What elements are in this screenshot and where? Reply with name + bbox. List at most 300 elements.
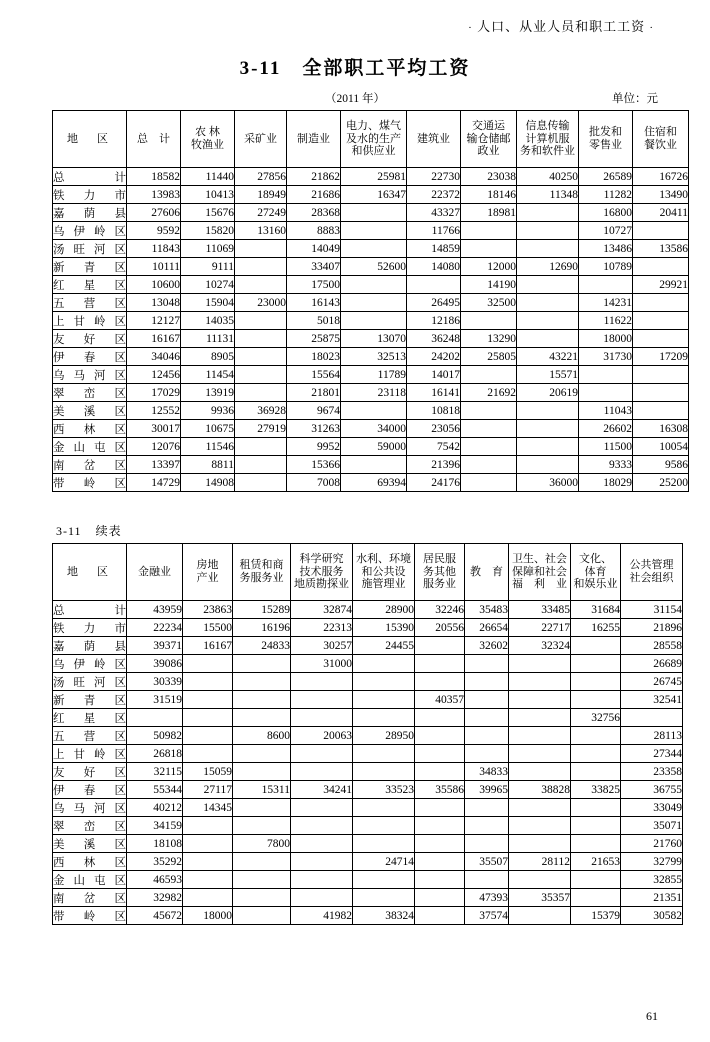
cell-value: 25875 — [287, 330, 341, 348]
cell-value: 15311 — [233, 781, 291, 799]
table-row — [53, 456, 689, 474]
cell-value: 39371 — [127, 637, 183, 655]
cell-value: 11622 — [579, 312, 633, 330]
cell-value: 12186 — [407, 312, 461, 330]
table-row — [53, 366, 689, 384]
cell-value: 15571 — [517, 366, 579, 384]
table-row — [53, 402, 689, 420]
cell-value: 36248 — [407, 330, 461, 348]
cell-value: 12076 — [127, 438, 181, 456]
cell-value: 16196 — [233, 619, 291, 637]
cell-value: 55344 — [127, 781, 183, 799]
cell-value: 21896 — [621, 619, 683, 637]
cell-value: 24455 — [353, 637, 415, 655]
table-row — [53, 799, 683, 817]
cell-value: 69394 — [341, 474, 407, 492]
cell-value: 31519 — [127, 691, 183, 709]
table-row — [53, 222, 689, 240]
cell-value — [461, 366, 517, 384]
cell-value: 36755 — [621, 781, 683, 799]
column-header-8: 卫生、社会 保障和社会 福 利 业 — [509, 544, 571, 601]
cell-value — [571, 745, 621, 763]
cell-value — [517, 330, 579, 348]
cell-value — [633, 258, 689, 276]
cell-value — [571, 817, 621, 835]
table-row — [53, 745, 683, 763]
cell-value: 10413 — [181, 186, 235, 204]
cell-value: 21686 — [287, 186, 341, 204]
cell-value — [509, 835, 571, 853]
subtitle-row — [52, 90, 658, 108]
cell-value — [353, 835, 415, 853]
cell-value: 36928 — [235, 402, 287, 420]
cell-value — [415, 907, 465, 925]
cell-value — [415, 853, 465, 871]
cell-value — [235, 438, 287, 456]
cell-value: 7800 — [233, 835, 291, 853]
cell-value: 32874 — [291, 601, 353, 619]
cell-value: 25200 — [633, 474, 689, 492]
cell-value — [353, 889, 415, 907]
cell-value: 11843 — [127, 240, 181, 258]
cell-value — [235, 474, 287, 492]
cell-value — [571, 763, 621, 781]
cell-value: 5018 — [287, 312, 341, 330]
year-note: （2011 年） — [325, 93, 385, 105]
cell-value: 26689 — [621, 655, 683, 673]
row-region-label: 乌马河区 — [53, 366, 127, 384]
row-region-label: 西 林 区 — [53, 420, 127, 438]
row-region-label: 翠 峦 区 — [53, 384, 127, 402]
cell-value: 7008 — [287, 474, 341, 492]
table-row — [53, 835, 683, 853]
cell-value — [571, 655, 621, 673]
column-header-7: 交通运 输仓储邮 政业 — [461, 111, 517, 168]
cell-value — [353, 817, 415, 835]
cell-value: 32541 — [621, 691, 683, 709]
cell-value: 23000 — [235, 294, 287, 312]
table-row — [53, 330, 689, 348]
table-row — [53, 673, 683, 691]
table-1-header — [53, 111, 689, 168]
cell-value — [183, 727, 233, 745]
cell-value — [291, 835, 353, 853]
cell-value: 28112 — [509, 853, 571, 871]
cell-value — [235, 384, 287, 402]
cell-value — [341, 222, 407, 240]
cell-value: 16308 — [633, 420, 689, 438]
cell-value: 35507 — [465, 853, 509, 871]
cell-value: 35586 — [415, 781, 465, 799]
cell-value: 26589 — [579, 168, 633, 186]
cell-value — [235, 456, 287, 474]
cell-value: 18582 — [127, 168, 181, 186]
cell-value: 9333 — [579, 456, 633, 474]
cell-value — [517, 204, 579, 222]
cell-value — [517, 276, 579, 294]
cell-value: 33825 — [571, 781, 621, 799]
table-row — [53, 691, 683, 709]
cell-value: 31730 — [579, 348, 633, 366]
cell-value: 10054 — [633, 438, 689, 456]
cell-value — [415, 871, 465, 889]
cell-value — [517, 420, 579, 438]
cell-value: 9674 — [287, 402, 341, 420]
row-region-label: 五 营 区 — [53, 727, 127, 745]
column-header-5: 水利、环境 和公共设 施管理业 — [353, 544, 415, 601]
cell-value — [517, 312, 579, 330]
cell-value: 31684 — [571, 601, 621, 619]
cell-value — [415, 655, 465, 673]
cell-value — [579, 276, 633, 294]
cell-value: 32855 — [621, 871, 683, 889]
wage-table-part2 — [52, 543, 683, 925]
cell-value: 18023 — [287, 348, 341, 366]
cell-value: 10675 — [181, 420, 235, 438]
row-region-label: 总 计 — [53, 601, 127, 619]
cell-value — [571, 835, 621, 853]
cell-value — [517, 456, 579, 474]
cell-value: 15390 — [353, 619, 415, 637]
cell-value — [233, 691, 291, 709]
cell-value: 47393 — [465, 889, 509, 907]
cell-value: 14345 — [183, 799, 233, 817]
bullet-icon: · — [468, 22, 473, 34]
column-header-2: 农 林 牧渔业 — [181, 111, 235, 168]
cell-value: 14190 — [461, 276, 517, 294]
cell-value — [235, 276, 287, 294]
cell-value — [341, 456, 407, 474]
cell-value: 11440 — [181, 168, 235, 186]
cell-value — [353, 655, 415, 673]
continued-label — [52, 522, 658, 539]
cell-value — [183, 853, 233, 871]
table-row — [53, 655, 683, 673]
cell-value — [341, 276, 407, 294]
cell-value: 16255 — [571, 619, 621, 637]
cell-value: 50982 — [127, 727, 183, 745]
table-row — [53, 204, 689, 222]
cell-value: 30017 — [127, 420, 181, 438]
column-header-4: 制造业 — [287, 111, 341, 168]
cell-value: 21396 — [407, 456, 461, 474]
cell-value — [633, 384, 689, 402]
cell-value: 43221 — [517, 348, 579, 366]
cell-value: 11348 — [517, 186, 579, 204]
table-row — [53, 294, 689, 312]
cell-value: 13486 — [579, 240, 633, 258]
cell-value — [235, 258, 287, 276]
cell-value — [517, 240, 579, 258]
table-row — [53, 420, 689, 438]
cell-value: 24714 — [353, 853, 415, 871]
cell-value — [353, 691, 415, 709]
cell-value — [509, 871, 571, 889]
cell-value — [633, 366, 689, 384]
table-2-body — [53, 601, 683, 925]
cell-value: 34159 — [127, 817, 183, 835]
cell-value — [235, 312, 287, 330]
cell-value: 16347 — [341, 186, 407, 204]
row-region-label: 乌伊岭区 — [53, 222, 127, 240]
cell-value — [461, 222, 517, 240]
cell-value — [353, 745, 415, 763]
cell-value: 28900 — [353, 601, 415, 619]
cell-value — [183, 889, 233, 907]
cell-value: 40357 — [415, 691, 465, 709]
row-region-label: 总 计 — [53, 168, 127, 186]
table-row — [53, 871, 683, 889]
table-row — [53, 781, 683, 799]
cell-value: 23038 — [461, 168, 517, 186]
cell-value: 18146 — [461, 186, 517, 204]
cell-value: 16167 — [183, 637, 233, 655]
cell-value — [353, 673, 415, 691]
cell-value: 23358 — [621, 763, 683, 781]
row-region-label: 红 星 区 — [53, 276, 127, 294]
table-row — [53, 763, 683, 781]
cell-value — [461, 312, 517, 330]
row-region-label: 南 岔 区 — [53, 456, 127, 474]
unit-note: 单位：元 — [612, 93, 658, 105]
row-region-label: 上甘岭区 — [53, 745, 127, 763]
cell-value: 10727 — [579, 222, 633, 240]
cell-value: 8883 — [287, 222, 341, 240]
cell-value: 12127 — [127, 312, 181, 330]
cell-value — [415, 817, 465, 835]
cell-value: 11069 — [181, 240, 235, 258]
cell-value: 23863 — [183, 601, 233, 619]
row-region-label: 嘉 荫 县 — [53, 637, 127, 655]
cell-value — [465, 673, 509, 691]
row-region-label: 新 青 区 — [53, 258, 127, 276]
cell-value: 22372 — [407, 186, 461, 204]
cell-value: 33485 — [509, 601, 571, 619]
column-header-1: 金融业 — [127, 544, 183, 601]
cell-value — [415, 889, 465, 907]
cell-value: 16141 — [407, 384, 461, 402]
cell-value: 20619 — [517, 384, 579, 402]
cell-value: 8905 — [181, 348, 235, 366]
cell-value — [291, 709, 353, 727]
table-row — [53, 168, 689, 186]
cell-value: 14729 — [127, 474, 181, 492]
cell-value: 24176 — [407, 474, 461, 492]
table-row — [53, 312, 689, 330]
cell-value — [233, 763, 291, 781]
cell-value — [233, 871, 291, 889]
cell-value — [509, 817, 571, 835]
cell-value — [291, 853, 353, 871]
cell-value: 43327 — [407, 204, 461, 222]
cell-value: 27117 — [183, 781, 233, 799]
cell-value: 38828 — [509, 781, 571, 799]
table-row — [53, 258, 689, 276]
cell-value: 33523 — [353, 781, 415, 799]
cell-value: 22717 — [509, 619, 571, 637]
cell-value — [291, 745, 353, 763]
cell-value: 29921 — [633, 276, 689, 294]
cell-value: 14035 — [181, 312, 235, 330]
cell-value — [233, 709, 291, 727]
cell-value: 13048 — [127, 294, 181, 312]
row-region-label: 汤旺河区 — [53, 240, 127, 258]
cell-value: 21801 — [287, 384, 341, 402]
row-region-label: 友 好 区 — [53, 763, 127, 781]
row-region-label: 金山屯区 — [53, 871, 127, 889]
cell-value: 46593 — [127, 871, 183, 889]
table-row — [53, 889, 683, 907]
cell-value — [183, 655, 233, 673]
column-header-0: 地 区 — [53, 111, 127, 168]
cell-value: 9952 — [287, 438, 341, 456]
cell-value: 28113 — [621, 727, 683, 745]
cell-value: 7542 — [407, 438, 461, 456]
row-region-label: 嘉 荫 县 — [53, 204, 127, 222]
cell-value: 13160 — [235, 222, 287, 240]
cell-value — [233, 907, 291, 925]
cell-value: 28368 — [287, 204, 341, 222]
cell-value: 32756 — [571, 709, 621, 727]
cell-value — [415, 709, 465, 727]
cell-value: 11500 — [579, 438, 633, 456]
cell-value: 33407 — [287, 258, 341, 276]
cell-value: 11454 — [181, 366, 235, 384]
cell-value: 13490 — [633, 186, 689, 204]
cell-value — [415, 727, 465, 745]
cell-value: 21653 — [571, 853, 621, 871]
cell-value: 41982 — [291, 907, 353, 925]
cell-value — [571, 727, 621, 745]
cell-value — [415, 637, 465, 655]
cell-value — [517, 294, 579, 312]
cell-value: 34000 — [341, 420, 407, 438]
cell-value: 15904 — [181, 294, 235, 312]
cell-value — [235, 240, 287, 258]
cell-value: 8600 — [233, 727, 291, 745]
cell-value: 26495 — [407, 294, 461, 312]
cell-value: 32115 — [127, 763, 183, 781]
cell-value: 43959 — [127, 601, 183, 619]
cell-value — [233, 889, 291, 907]
running-head — [52, 0, 658, 35]
cell-value: 14908 — [181, 474, 235, 492]
table-2-wrapper — [52, 543, 682, 925]
row-region-label: 伊 春 区 — [53, 781, 127, 799]
column-header-3: 采矿业 — [235, 111, 287, 168]
cell-value — [353, 799, 415, 817]
row-region-label: 美 溪 区 — [53, 402, 127, 420]
cell-value: 13290 — [461, 330, 517, 348]
cell-value: 36000 — [517, 474, 579, 492]
cell-value: 15500 — [183, 619, 233, 637]
cell-value: 35071 — [621, 817, 683, 835]
cell-value: 26654 — [465, 619, 509, 637]
table-row — [53, 637, 683, 655]
cell-value — [465, 655, 509, 673]
cell-value: 23118 — [341, 384, 407, 402]
row-region-label: 新 青 区 — [53, 691, 127, 709]
cell-value: 14231 — [579, 294, 633, 312]
table-row — [53, 384, 689, 402]
cell-value: 13919 — [181, 384, 235, 402]
cell-value: 32982 — [127, 889, 183, 907]
cell-value — [235, 348, 287, 366]
cell-value: 34046 — [127, 348, 181, 366]
cell-value: 25805 — [461, 348, 517, 366]
cell-value — [235, 330, 287, 348]
cell-value: 16726 — [633, 168, 689, 186]
row-region-label: 伊 春 区 — [53, 348, 127, 366]
cell-value: 34833 — [465, 763, 509, 781]
bullet-icon-right: · — [649, 22, 654, 34]
cell-value: 26745 — [621, 673, 683, 691]
cell-value — [517, 222, 579, 240]
cell-value — [571, 871, 621, 889]
cell-value: 9936 — [181, 402, 235, 420]
cell-value: 11131 — [181, 330, 235, 348]
cell-value: 11766 — [407, 222, 461, 240]
cell-value — [341, 294, 407, 312]
cell-value: 21351 — [621, 889, 683, 907]
column-header-4: 科学研究 技术服务 地质勘探业 — [291, 544, 353, 601]
row-region-label: 铁 力 市 — [53, 619, 127, 637]
cell-value — [291, 691, 353, 709]
table-row — [53, 276, 689, 294]
cell-value: 18108 — [127, 835, 183, 853]
cell-value — [291, 673, 353, 691]
cell-value: 59000 — [341, 438, 407, 456]
cell-value: 13397 — [127, 456, 181, 474]
cell-value: 31154 — [621, 601, 683, 619]
cell-value — [633, 312, 689, 330]
table-row — [53, 727, 683, 745]
cell-value — [579, 384, 633, 402]
cell-value — [461, 420, 517, 438]
column-header-9: 文化、 体育 和娱乐业 — [571, 544, 621, 601]
cell-value — [509, 709, 571, 727]
cell-value: 24833 — [233, 637, 291, 655]
cell-value: 10111 — [127, 258, 181, 276]
cell-value: 12000 — [461, 258, 517, 276]
cell-value: 21862 — [287, 168, 341, 186]
cell-value: 35357 — [509, 889, 571, 907]
cell-value: 9592 — [127, 222, 181, 240]
cell-value: 40250 — [517, 168, 579, 186]
cell-value: 31263 — [287, 420, 341, 438]
cell-value: 37574 — [465, 907, 509, 925]
cell-value — [509, 907, 571, 925]
cell-value — [571, 673, 621, 691]
cell-value — [291, 817, 353, 835]
column-header-6: 建筑业 — [407, 111, 461, 168]
cell-value: 22234 — [127, 619, 183, 637]
cell-value: 28950 — [353, 727, 415, 745]
cell-value — [509, 763, 571, 781]
cell-value: 14017 — [407, 366, 461, 384]
cell-value — [571, 691, 621, 709]
cell-value — [415, 835, 465, 853]
cell-value — [183, 835, 233, 853]
row-region-label: 金山屯区 — [53, 438, 127, 456]
cell-value — [461, 240, 517, 258]
cell-value: 22313 — [291, 619, 353, 637]
cell-value — [183, 709, 233, 727]
cell-value — [517, 438, 579, 456]
cell-value: 35292 — [127, 853, 183, 871]
cell-value — [183, 691, 233, 709]
cell-value — [233, 673, 291, 691]
